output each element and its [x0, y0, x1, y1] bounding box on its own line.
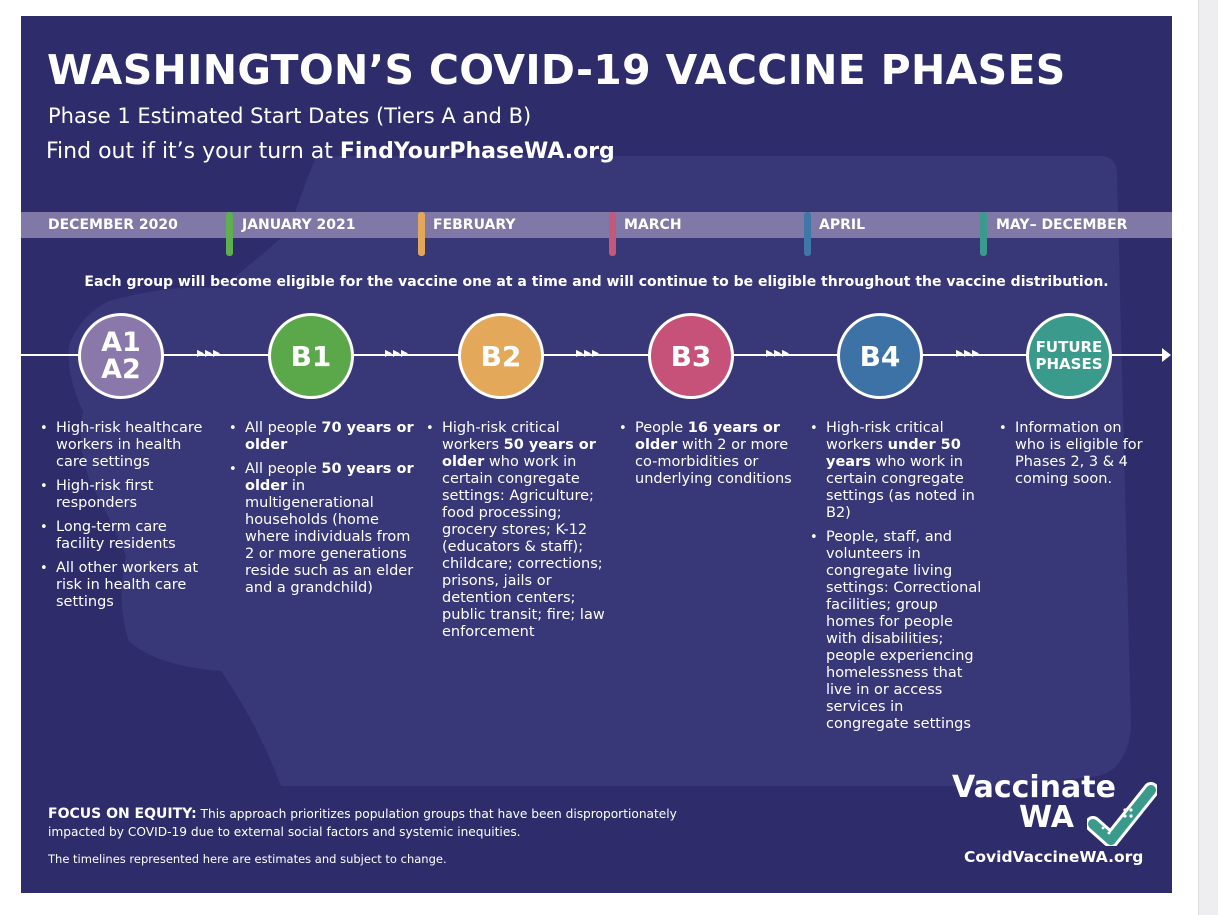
find-out-line: [46, 139, 615, 164]
list-item: • People, staff, and volunteers in congregate living settings: Correctional facilities; group homes for people with disabilities; people experiencing homelessness that live in or access services in congregate settings: [826, 529, 986, 733]
may-tick-marker: [980, 212, 987, 256]
month-march: MARCH: [624, 217, 682, 233]
month-december-2020: DECEMBER 2020: [48, 217, 178, 233]
phase-circle-future: [1026, 313, 1112, 399]
b2-phase-list: [426, 420, 612, 648]
vaccine-phases-poster: [21, 16, 1172, 893]
b3-phase-list: [619, 420, 795, 495]
phase-label-a2: A2: [101, 354, 141, 385]
february-tick-marker: [418, 212, 425, 256]
month-may-december: MAY– DECEMBER: [996, 217, 1128, 233]
b4-phase-list: [810, 420, 986, 740]
findyourphase-link[interactable]: FindYourPhaseWA.org: [339, 139, 615, 164]
list-item: • Long-term care facility residents: [56, 519, 216, 553]
arrow-icon: ▸▸▸: [197, 345, 222, 361]
month-january-2021: JANUARY 2021: [242, 217, 356, 233]
future-phase-list: [999, 420, 1155, 495]
list-item: • People 16 years or older with 2 or more co-morbidities or underlying conditions: [635, 420, 795, 488]
equity-text: This approach prioritizes population groups that have been disproportionately impacted by COVID-19 due to external social factors and systemic inequities.: [48, 807, 677, 839]
april-tick-marker: [804, 212, 811, 256]
bandage-check-icon: [1087, 776, 1157, 846]
arrow-icon: ▸▸▸: [956, 345, 981, 361]
month-february: FEBRUARY: [433, 217, 516, 233]
list-item: • High-risk critical workers under 50 years who work in certain congregate settings (as noted in B2): [826, 420, 986, 522]
phase-circle-a1-a2: [78, 313, 164, 399]
phase-label-a1: A1: [101, 327, 141, 358]
arrow-icon: ▸▸▸: [766, 345, 791, 361]
equity-heading: FOCUS ON EQUITY:: [48, 806, 197, 822]
poster-title: WASHINGTON’S COVID-19 VACCINE PHASES: [47, 46, 1066, 94]
list-item: • All people 50 years or older in multigenerational households (home where individuals from 2 or more generations reside such as an elder and a grandchild): [245, 461, 415, 597]
arrow-icon: ▸▸▸: [576, 345, 601, 361]
phase-label-b2: B2: [480, 339, 522, 373]
phase-circle-b1: [268, 313, 354, 399]
march-tick-marker: [609, 212, 616, 256]
phase-label-b3: B3: [670, 339, 712, 373]
poster-subtitle: Phase 1 Estimated Start Dates (Tiers A and B): [48, 104, 532, 128]
month-april: APRIL: [819, 217, 866, 233]
list-item: • Information on who is eligible for Phases 2, 3 & 4 coming soon.: [1015, 420, 1155, 488]
phase-label-phases: PHASES: [1035, 355, 1103, 373]
vaccinate-wa-logo-state: WA: [1019, 800, 1074, 835]
phase-label-b1: B1: [290, 339, 332, 373]
phase-label-future: FUTURE: [1035, 338, 1103, 356]
viewer-scrollbar[interactable]: [1198, 0, 1218, 915]
covidvaccinewa-link[interactable]: CovidVaccineWA.org: [964, 848, 1144, 866]
list-item: • All other workers at risk in health care settings: [56, 560, 216, 611]
arrow-icon: ▸▸▸: [385, 345, 410, 361]
timeline-disclaimer: The timelines represented here are estimates and subject to change.: [48, 852, 447, 866]
a-phase-list: [40, 420, 216, 618]
find-out-text: Find out if it’s your turn at: [46, 139, 340, 164]
eligibility-note: Each group will become eligible for the vaccine one at a time and will continue to be eligible throughout the vaccine distribution.: [84, 274, 1109, 290]
axis-arrowhead-icon: [1162, 348, 1171, 362]
list-item: • All people 70 years or older: [245, 420, 415, 454]
phase-circle-b4: [837, 313, 923, 399]
phase-label-b4: B4: [859, 339, 901, 373]
list-item: • High-risk first responders: [56, 478, 216, 512]
list-item: • High-risk healthcare workers in health care settings: [56, 420, 216, 471]
b1-phase-list: [229, 420, 415, 604]
january-tick-marker: [226, 212, 233, 256]
vaccinate-wa-logo-text: Vaccinate: [952, 770, 1116, 805]
list-item: • High-risk critical workers 50 years or older who work in certain congregate settings: Agriculture; food processing; grocery stores; K-12 (educators & staff); childcare; corrections; prisons, jails or detention centers; public transit; fire; law enforcement: [442, 420, 612, 641]
focus-on-equity: [48, 805, 688, 841]
phase-circle-b3: [648, 313, 734, 399]
phase-circle-b2: [458, 313, 544, 399]
